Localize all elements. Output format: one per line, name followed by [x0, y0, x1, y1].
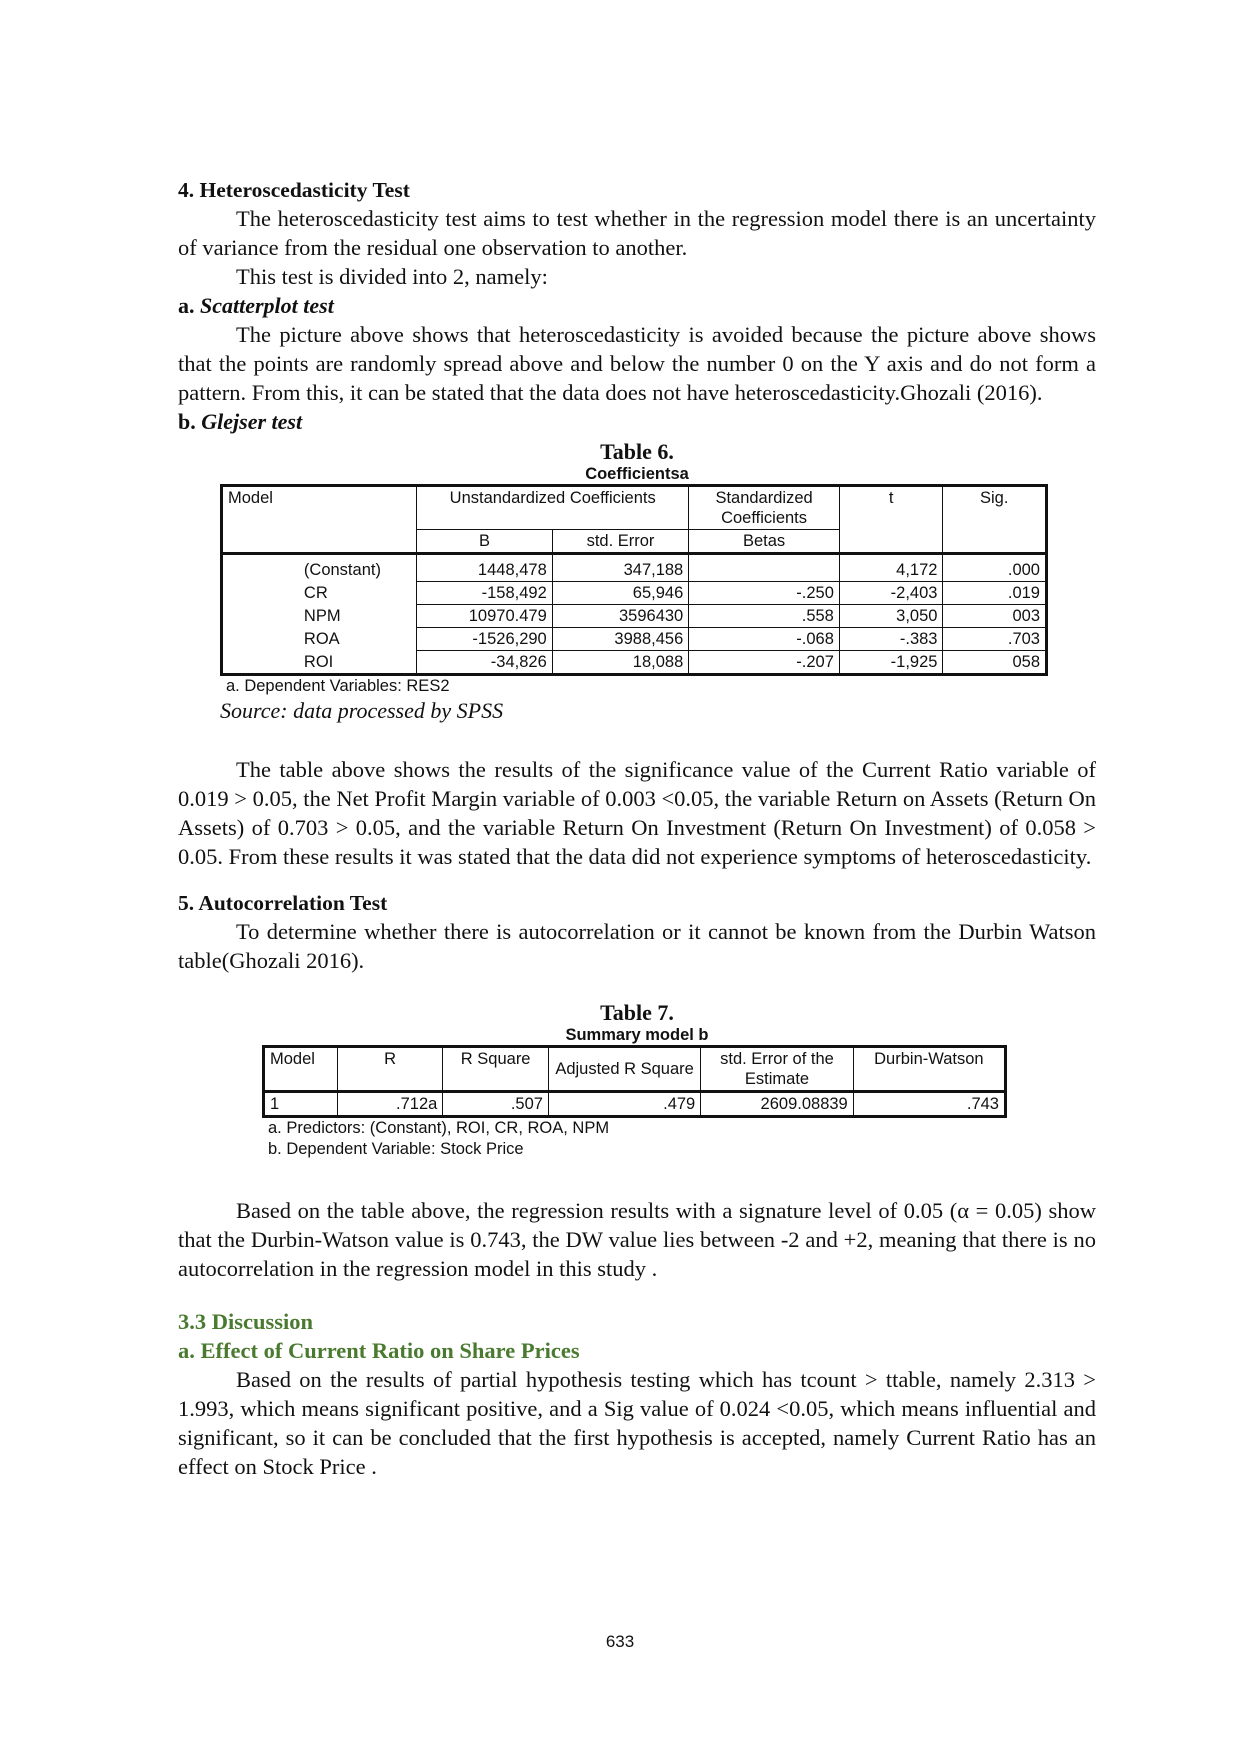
table6-cell-b: -158,492	[417, 582, 553, 605]
table6-cell-se: 3596430	[552, 605, 689, 628]
table6-header-model: Model	[228, 489, 273, 507]
table6-cell-b: 10970.479	[417, 605, 553, 628]
table7-cell-r: .712a	[337, 1092, 443, 1117]
page-content	[178, 176, 1096, 1481]
table7-model-summary	[262, 1045, 1007, 1118]
table7-header-r: R	[337, 1047, 443, 1092]
table6-cell-name: (Constant)	[303, 561, 381, 580]
table7-header-durbin-watson: Durbin-Watson	[853, 1047, 1005, 1092]
table7-header-r-square: R Square	[443, 1047, 549, 1092]
table6-header-standardized: Standardized Coefficients	[689, 486, 840, 530]
table6-cell-se: 65,946	[552, 582, 689, 605]
table6-coefficients	[220, 484, 1048, 676]
table6-source: Source: data processed by SPSS	[220, 698, 504, 723]
subheading-title: Scatterplot test	[200, 293, 334, 318]
table6-cell-beta	[689, 554, 840, 582]
table6-cell-name: ROI	[303, 652, 334, 671]
table7-cell-r-square: .507	[443, 1092, 549, 1117]
table6-cell-se: 3988,456	[552, 628, 689, 651]
table6-cell-se: 347,188	[552, 554, 689, 582]
table-row	[222, 554, 1047, 582]
table6-cell-sig: .019	[943, 582, 1047, 605]
table6-header-blank	[222, 530, 417, 554]
table6-header-blank	[943, 530, 1047, 554]
subheading-letter: a.	[178, 293, 195, 318]
table6-cell-beta: -.207	[689, 651, 840, 675]
table6-footnote: a. Dependent Variables: RES2	[226, 677, 450, 695]
table6-cell-t: 3,050	[839, 605, 943, 628]
paragraph-divided: This test is divided into 2, namely:	[236, 264, 548, 289]
table6-cell-name: NPM	[303, 607, 341, 625]
table-row	[222, 582, 1047, 605]
table7-footnote-a: a. Predictors: (Constant), ROI, CR, ROA, NPM	[268, 1119, 610, 1137]
table7-footnote-b: b. Dependent Variable: Stock Price	[268, 1140, 524, 1158]
table6-cell-sig: 058	[943, 651, 1047, 675]
subheading-title: Glejser test	[201, 409, 303, 434]
table6-header-sig: Sig.	[943, 486, 1047, 530]
table6-cell-se: 18,088	[552, 651, 689, 675]
table6-header-betas: Betas	[689, 530, 840, 554]
table7-header-adjusted-r-square: Adjusted R Square	[548, 1047, 700, 1092]
section-heading-heteroscedasticity: 4. Heteroscedasticity Test	[178, 178, 410, 202]
subheading-current-ratio: a. Effect of Current Ratio on Share Prices	[178, 1338, 580, 1363]
table6-cell-name: ROA	[303, 630, 340, 648]
table6-cell-t: -2,403	[839, 582, 943, 605]
table7-subtitle: Summary model b	[565, 1026, 709, 1044]
paragraph-table6-interpretation: The table above shows the results of the significance value of the Current Ratio variable of 0.019 > 0.05, the Net Profit Margin variable of 0.003 <0.05, the variable Return on Assets (Return On Assets) of 0.703 > 0.05, and the variable Return On Investment (Return On Investment) of 0.058 > 0.05. From these results it was stated that the data did not experience symptoms of heteroscedasticity.	[178, 757, 1096, 869]
paragraph-current-ratio: Based on the results of partial hypothesis testing which has tcount > ttable, namely 2.313 > 1.993, which means significant positive, and a Sig value of 0.024 <0.05, which means influential and significant, so it can be concluded that the first hypothesis is accepted, namely Current Ratio has an effect on Stock Price .	[178, 1367, 1096, 1479]
table6-title: Table 6.	[600, 439, 674, 464]
table6-cell-b: -34,826	[417, 651, 553, 675]
table6-subtitle: Coefficientsa	[585, 465, 689, 483]
table-row	[222, 651, 1047, 675]
table-row	[222, 605, 1047, 628]
table7-header-std-error: std. Error of the Estimate	[701, 1047, 854, 1092]
page-number: 633	[605, 1632, 635, 1651]
paragraph-table7-interpretation: Based on the table above, the regression results with a signature level of 0.05 (α = 0.05) show that the Durbin-Watson value is 0.743, the DW value lies between -2 and +2, meaning that there is no autocorrelation in the regression model in this study .	[178, 1198, 1096, 1281]
table7-cell-std-error: 2609.08839	[701, 1092, 854, 1117]
section-heading-discussion: 3.3 Discussion	[178, 1309, 314, 1334]
paragraph-intro: The heteroscedasticity test aims to test whether in the regression model there is an uncertainty of variance from the residual one observation to another.	[178, 206, 1096, 260]
subheading-letter: b.	[178, 409, 196, 434]
table6-header-std-error: std. Error	[552, 530, 689, 554]
table7-header-model: Model	[270, 1050, 315, 1068]
table6-cell-b: -1526,290	[417, 628, 553, 651]
table6-cell-beta: .558	[689, 605, 840, 628]
table-row	[222, 628, 1047, 651]
table7-cell-model: 1	[270, 1095, 280, 1113]
table6-header-blank	[839, 530, 943, 554]
table6-cell-sig: 003	[943, 605, 1047, 628]
table6-cell-t: 4,172	[839, 554, 943, 582]
table6-cell-b: 1448,478	[417, 554, 553, 582]
table6-cell-t: -.383	[839, 628, 943, 651]
table-row	[264, 1092, 1006, 1117]
table6-cell-sig: .000	[943, 554, 1047, 582]
table7-cell-durbin-watson: .743	[853, 1092, 1005, 1117]
table6-header-unstandardized: Unstandardized Coefficients	[417, 486, 689, 530]
table6-cell-name: CR	[303, 584, 328, 602]
table7-title: Table 7.	[600, 1000, 674, 1025]
table6-cell-t: -1,925	[839, 651, 943, 675]
paragraph-scatterplot: The picture above shows that heteroscedasticity is avoided because the picture above shows that the points are randomly spread above and below the number 0 on the Y axis and do not form a pattern. From this, it can be stated that the data does not have heteroscedasticity.Ghozali (2016).	[178, 322, 1096, 405]
subheading-glejser	[178, 407, 1096, 436]
table6-cell-sig: .703	[943, 628, 1047, 651]
paragraph-durbin-watson: To determine whether there is autocorrelation or it cannot be known from the Durbin Watson table(Ghozali 2016).	[178, 919, 1096, 973]
table6-cell-beta: -.068	[689, 628, 840, 651]
table6-cell-beta: -.250	[689, 582, 840, 605]
subheading-scatterplot	[178, 291, 1096, 320]
section-heading-autocorrelation: 5. Autocorrelation Test	[178, 891, 388, 915]
table7-cell-adjusted-r-square: .479	[548, 1092, 700, 1117]
table6-header-t: t	[839, 486, 943, 530]
table6-header-b: B	[417, 530, 553, 554]
